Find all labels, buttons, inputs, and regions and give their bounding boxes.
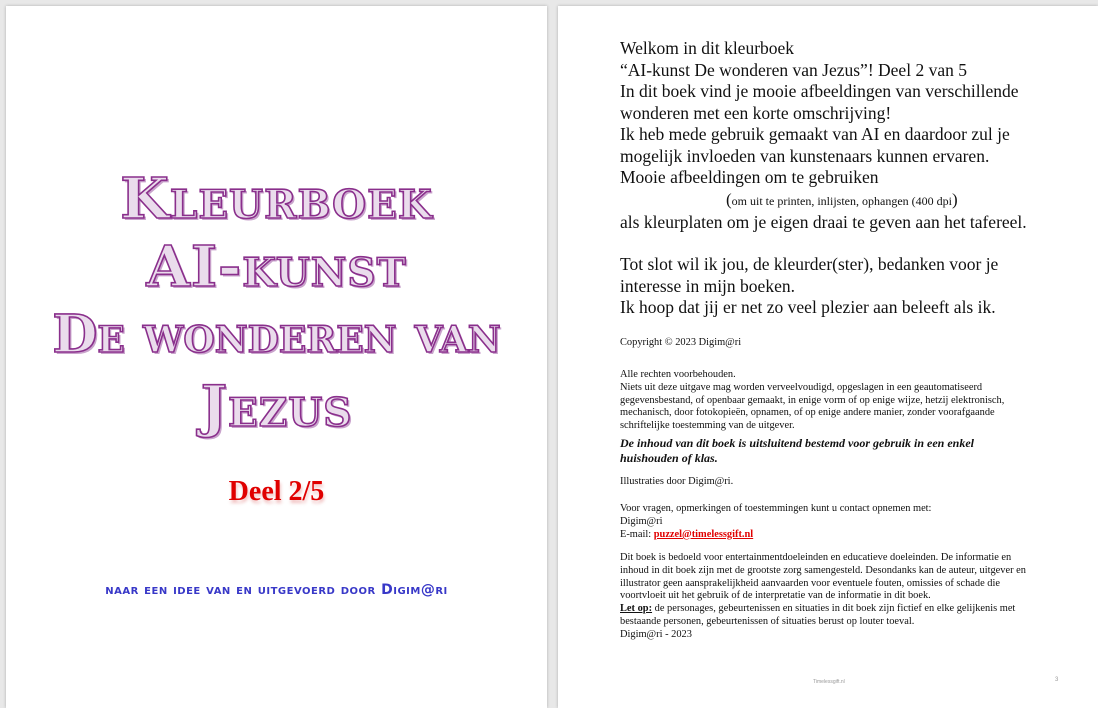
disclaimer: Dit boek is bedoeld voor entertainmentdoeleinden en educatieve doeleinden. De informatie en inhoud in dit boek zijn met de grootste zorg samengesteld. Desondanks kan de auteur, uitgever en illustrator geen aansprakelijkheid aanvaarden voor eventuele fouten, omissies of schade die voortvloeit uit het gebruik of de interpretatie van de informatie in dit boek. Let op: de personages, gebeurtenissen en situaties in dit boek zijn fictief en elke gelijkenis met bestaande personen, gebeurtenissen of situaties berust op louter toeval. Digim@ri - 2023	[620, 552, 1080, 642]
cover-title-line-2: AI-kunst	[146, 234, 407, 300]
intro-line: In dit boek vind je mooie afbeeldingen van verschillende	[620, 81, 1019, 101]
intro-line: “AI-kunst De wonderen van Jezus”! Deel 2 van 5	[620, 59, 967, 80]
intro-line: wonderen met een korte omschrijving!	[620, 102, 892, 123]
signoff: Digim@ri - 2023	[620, 628, 692, 640]
rights-reserved: Alle rechten voorbehouden. Niets uit deze uitgave mag worden verveelvoudigd, opgeslagen in een geautomatiseerd gegevensbestand, of openbaar gemaakt, in enige vorm of op enige wijze, hetzij elektronisch, mechanisch, door fotokopieën, opnamen, of op enige andere manier, zonder voorafgaande schriftelijke toestemming van de uitgever.	[620, 369, 1005, 432]
contact-info: Voor vragen, opmerkingen of toestemmingen kunt u contact opnemen met: Digim@ri E-mail: puzzel@timelessgift.nl	[620, 503, 932, 540]
volume-label: Deel 2/5	[228, 476, 325, 507]
illustrations-credit: Illustraties door Digim@ri.	[620, 476, 734, 487]
intro-line: mogelijk invloeden van kunstenaars kunnen ervaren.	[620, 145, 990, 166]
copyright-notice: Copyright © 2023 Digim@ri	[620, 337, 742, 348]
cover-title-line-3: De wonderen van	[52, 304, 501, 365]
intro-line: Welkom in dit kleurboek	[620, 38, 795, 58]
usage-restriction: De inhoud van dit boek is uitsluitend bestemd voor gebruik in een enkel huishouden of klas.	[620, 436, 975, 465]
cover-title-line-4: Jezus	[200, 374, 353, 440]
footer-website: Timelessgift.nl	[813, 679, 845, 685]
intro-line: Ik heb mede gebruik gemaakt van AI en daardoor zul je	[620, 124, 1010, 144]
closing-line: Tot slot wil ik jou, de kleurder(ster), bedanken voor je	[620, 254, 999, 274]
closing-line: interesse in mijn boeken.	[620, 275, 795, 296]
intro-line: als kleurplaten om je eigen draai te geven aan het tafereel.	[620, 211, 1027, 232]
note-label: Let op:	[620, 603, 653, 615]
closing-line: Ik hoop dat jij er net zo veel plezier aan beleeft als ik.	[620, 297, 996, 317]
page-number: 3	[1055, 677, 1059, 683]
email-link[interactable]: puzzel@timelessgift.nl	[653, 528, 754, 540]
cover-title-line-1: Kleurboek	[120, 166, 433, 232]
cover-page	[6, 6, 547, 708]
author-credit: naar een idee van en uitgevoerd door Digim@ri	[105, 582, 448, 598]
intro-line: Mooie afbeeldingen om te gebruiken	[620, 167, 879, 187]
intro-text	[620, 38, 1090, 319]
intro-usage-note: (om uit te printen, inlijsten, ophangen (400 dpi)	[726, 189, 958, 209]
intro-page	[558, 6, 1098, 708]
